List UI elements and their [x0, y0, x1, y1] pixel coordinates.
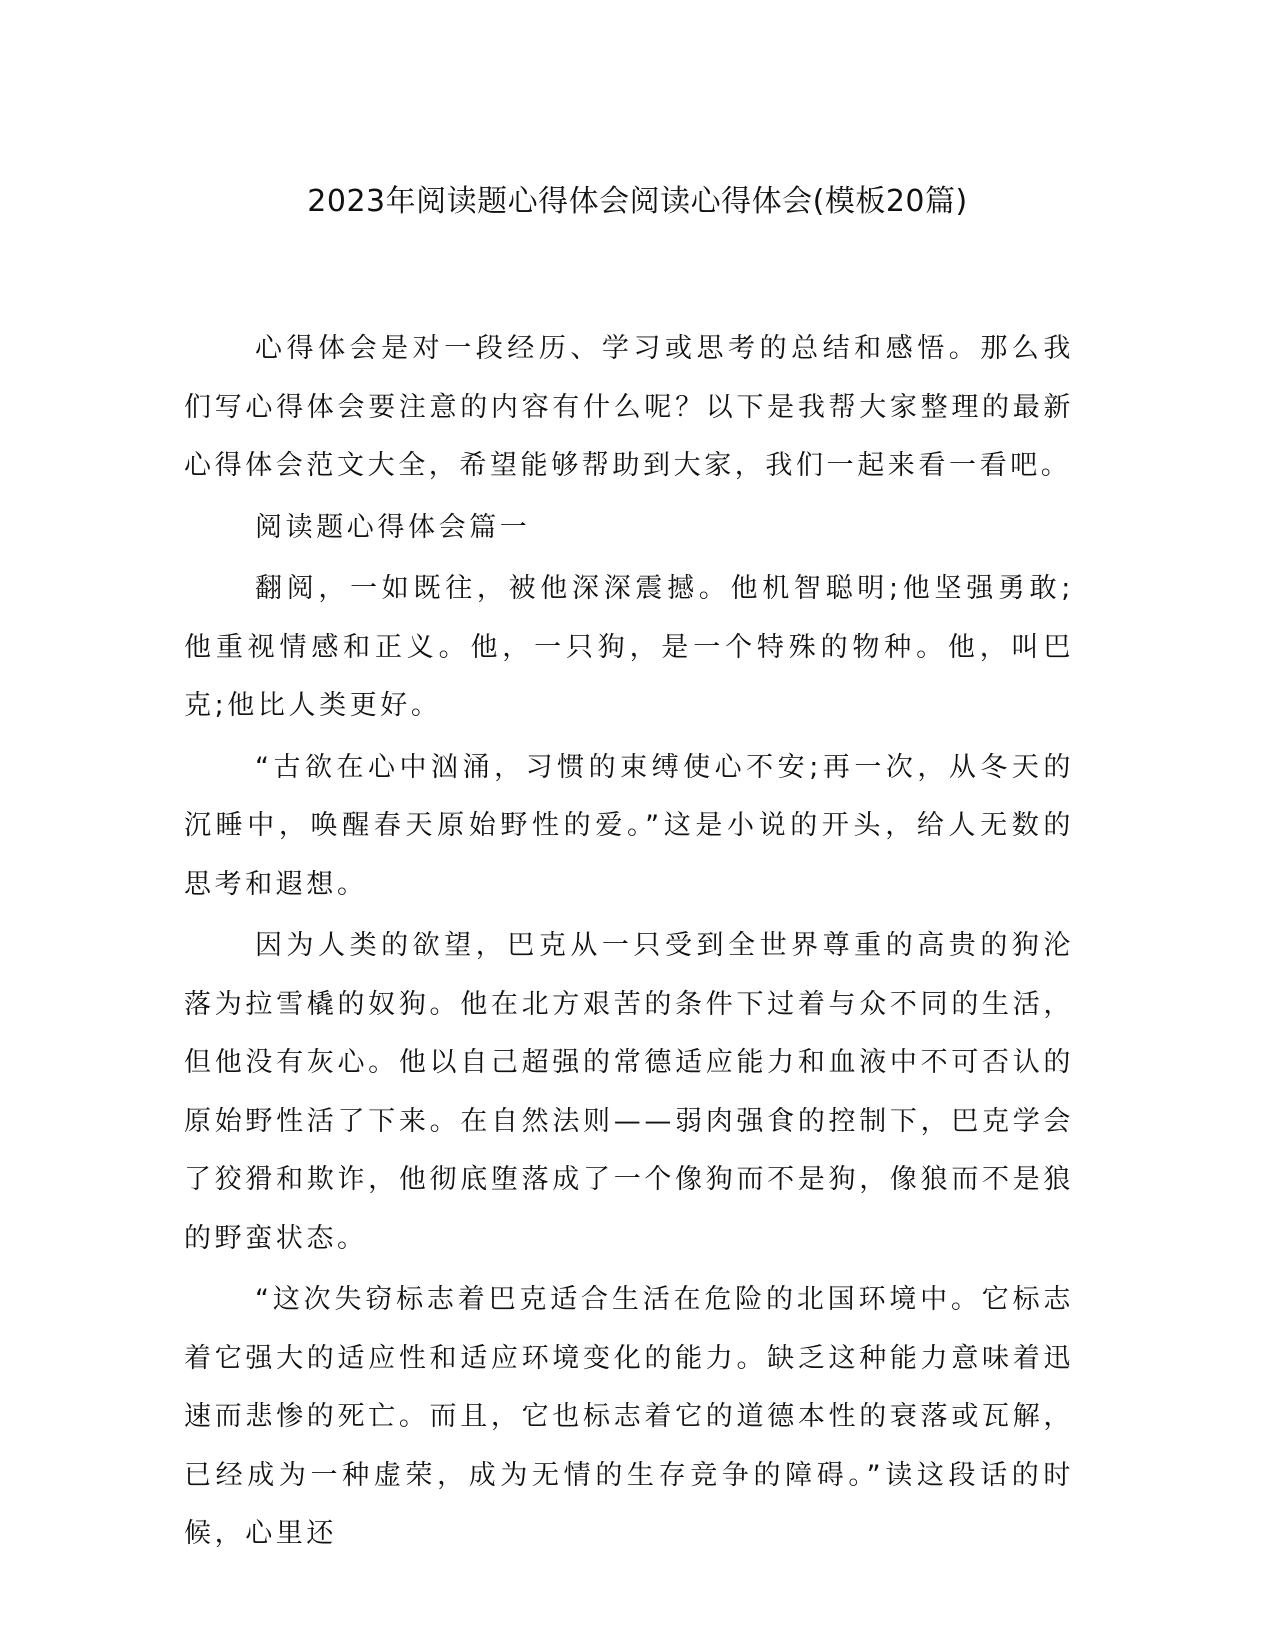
paragraph: 翻阅，一如既往，被他深深震撼。他机智聪明;他坚强勇敢;他重视情感和正义。他，一只狗，是一个特殊的物种。他，叫巴克;他比人类更好。	[184, 573, 1074, 721]
paragraph: 因为人类的欲望，巴克从一只受到全世界尊重的高贵的狗沦落为拉雪橇的奴狗。他在北方艰苦的条件下过着与众不同的生活，但他没有灰心。他以自己超强的常德适应能力和血液中不可否认的原始野性活了下来。在自然法则——弱肉强食的控制下，巴克学会了狡猾和欺诈，他彻底堕落成了一个像狗而不是狗，像狼而不是狼的野蛮状态。	[184, 930, 1074, 1254]
paragraph: “古欲在心中汹涌，习惯的束缚使心不安;再一次，从冬天的沉睡中，唤醒春天原始野性的爱。”这是小说的开头，给人无数的思考和遐想。	[184, 751, 1074, 900]
paragraph-intro: 心得体会是对一段经历、学习或思考的总结和感悟。那么我们写心得体会要注意的内容有什么呢？以下是我帮大家整理的最新心得体会范文大全，希望能够帮助到大家，我们一起来看一看吧。	[184, 333, 1074, 481]
document-title: 2023年阅读题心得体会阅读心得体会(模板20篇)	[307, 184, 968, 219]
paragraph: “这次失窃标志着巴克适合生活在危险的北国环境中。它标志着它强大的适应性和适应环境变化的能力。缺乏这种能力意味着迅速而悲惨的死亡。而且，它也标志着它的道德本性的衰落或瓦解，已经成为一种虚荣，成为无情的生存竞争的障碍。”读这段话的时候，心里还	[184, 1284, 1074, 1549]
section-heading: 阅读题心得体会篇一	[255, 511, 531, 543]
document-body	[184, 320, 1074, 1567]
